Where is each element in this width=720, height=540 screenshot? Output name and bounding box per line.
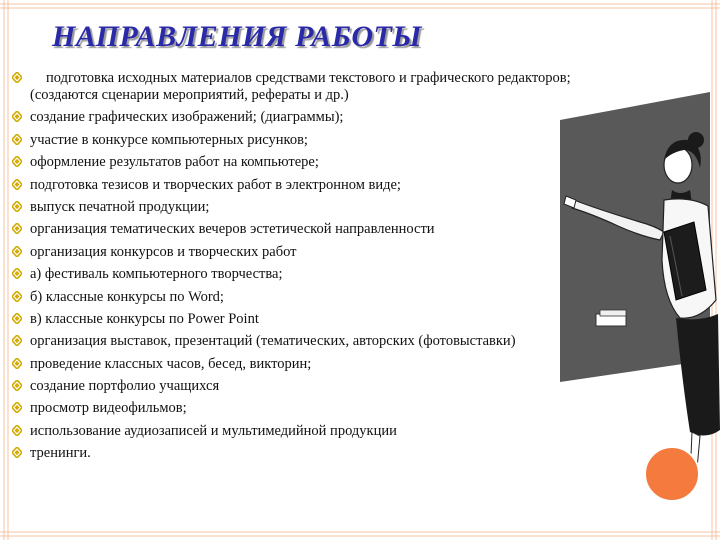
list-item-text: участие в конкурсе компьютерных рисунков; — [30, 131, 308, 148]
diamond-bullet-icon — [12, 246, 22, 257]
list-item — [12, 70, 620, 104]
list-item-text: организация выставок, презентаций (тематических, авторских (фотовыставки) — [30, 333, 516, 350]
list-item — [12, 378, 712, 395]
list-item — [12, 266, 712, 283]
list-item-text: создание графических изображений; (диаграммы); — [30, 109, 344, 126]
list-item — [12, 333, 712, 350]
list-item — [12, 177, 712, 194]
diamond-bullet-icon — [12, 223, 22, 234]
diamond-bullet-icon — [12, 447, 22, 458]
diamond-bullet-icon — [12, 201, 22, 212]
diamond-bullet-icon — [12, 156, 22, 167]
slide-title: НАПРАВЛЕНИЯ РАБОТЫ — [52, 20, 422, 53]
list-item — [12, 289, 712, 306]
list-item-text: использование аудиозаписей и мультимедийной продукции — [30, 422, 397, 439]
list-item-text: тренинги. — [30, 445, 91, 462]
diamond-bullet-icon — [12, 111, 22, 122]
list-item — [12, 423, 712, 440]
diamond-bullet-icon — [12, 72, 22, 83]
diamond-bullet-icon — [12, 335, 22, 346]
diamond-bullet-icon — [12, 358, 22, 369]
list-item — [12, 445, 712, 462]
list-item-text: организация конкурсов и творческих работ — [30, 243, 297, 260]
diamond-bullet-icon — [12, 134, 22, 145]
list-item — [12, 244, 712, 261]
list-item — [12, 132, 712, 149]
list-item — [12, 109, 712, 126]
list-item — [12, 221, 712, 238]
list-item-text: подготовка исходных материалов средствами текстового и графического редакторов; (создаются сценарии мероприятий, рефераты и др.) — [30, 70, 571, 103]
diamond-bullet-icon — [12, 425, 22, 436]
diamond-bullet-icon — [12, 291, 22, 302]
list-item-text: оформление результатов работ на компьютере; — [30, 154, 319, 171]
list-item-text: проведение классных часов, бесед, викторин; — [30, 355, 312, 372]
list-item-text: в) классные конкурсы по Power Point — [30, 310, 259, 327]
list-item — [12, 400, 712, 417]
list-item-text: создание портфолио учащихся — [30, 378, 220, 395]
list-item — [12, 356, 712, 373]
diamond-bullet-icon — [12, 380, 22, 391]
list-item-text: а) фестиваль компьютерного творчества; — [30, 266, 283, 283]
slide-content — [0, 70, 720, 540]
list-item-text: б) классные конкурсы по Word; — [30, 288, 224, 305]
list-item-text: просмотр видеофильмов; — [30, 400, 187, 417]
diamond-bullet-icon — [12, 402, 22, 413]
diamond-bullet-icon — [12, 179, 22, 190]
list-item-text: выпуск печатной продукции; — [30, 198, 210, 215]
list-item-text: подготовка тезисов и творческих работ в электронном виде; — [30, 176, 401, 193]
list-item — [12, 311, 712, 328]
list-item-text: организация тематических вечеров эстетической направленности — [30, 221, 435, 238]
diamond-bullet-icon — [12, 268, 22, 279]
bullet-list — [12, 70, 712, 468]
diamond-bullet-icon — [12, 313, 22, 324]
list-item — [12, 154, 712, 171]
list-item — [12, 199, 712, 216]
